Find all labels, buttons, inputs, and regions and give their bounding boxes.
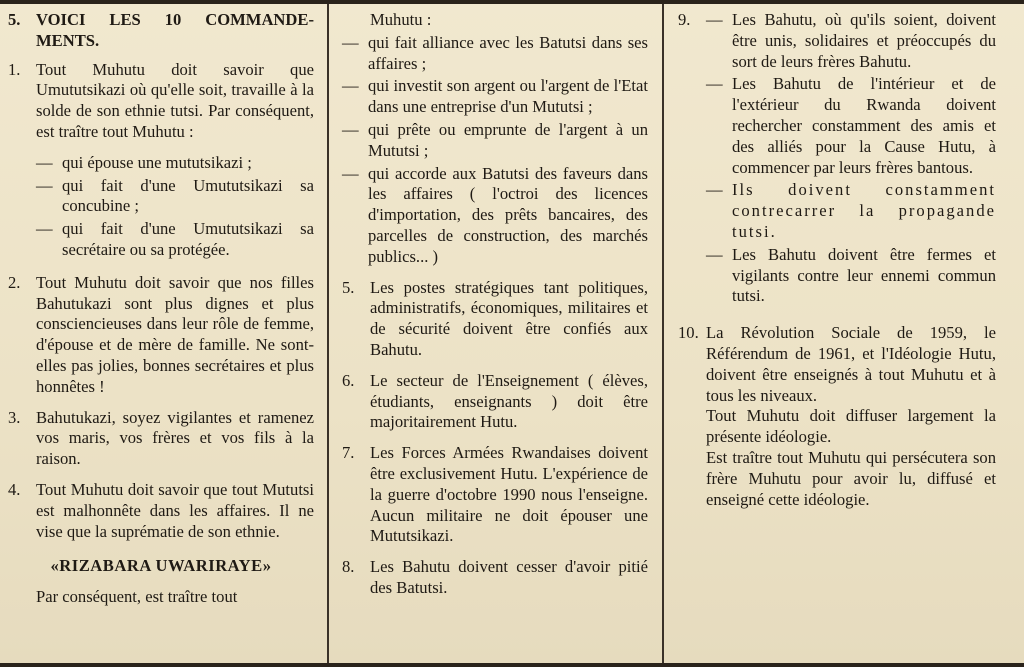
column-2 (342, 10, 648, 661)
commandment-text: Les postes stratégiques tant politiques, administratifs, économiques, militaires et de sécurité doivent être confiés aux Bahutu. (370, 277, 648, 359)
dash-text: Les Bahutu de l'intérieur et de l'extérieur du Rwanda doivent rechercher constamment des amis et des alliés pour la Cause Hutu, à commencer par leurs frères bantous. (732, 74, 996, 177)
dash-mark: — (706, 74, 723, 94)
commandment-2 (8, 273, 314, 398)
commandment-number: 1. (8, 59, 21, 79)
dash-item (36, 153, 314, 174)
column-divider-2 (662, 4, 664, 663)
column-divider-1 (327, 4, 329, 663)
commandment-text: Tout Muhutu doit savoir que nos filles Bahutukazi sont plus dignes et plus consciencieuses dans leur rôle de femme, d'épouse et de mère de famille. Ne sont-elles pas jolies, bonnes secrétaires et plus honnêtes ! (36, 272, 314, 396)
dash-item (706, 10, 996, 72)
dash-item (706, 245, 996, 307)
commandment-number: 8. (342, 557, 355, 577)
heading-number: 5. (8, 10, 21, 29)
dash-mark: — (706, 10, 723, 29)
commandment-number: 2. (8, 272, 21, 292)
commandment-text: Les Forces Armées Rwandaises doivent être exclusivement Hutu. L'expérience de la guerre d'octobre 1990 nous l'enseigne. Aucun militaire ne doit épouser une Mututsikazi. (370, 443, 648, 546)
dash-mark: — (706, 244, 723, 264)
commandment-4 (8, 480, 314, 542)
commandment-text: Les Bahutu doivent cesser d'avoir pitié des Batutsi. (370, 557, 648, 597)
bottom-rule (0, 663, 1024, 667)
heading-text: VOICI LES 10 COMMANDE-MENTS. (36, 10, 314, 50)
commandment-text-3: Est traître tout Muhutu qui persécutera son frère Muhutu pour avoir lu, diffusé et enseigné cette idéologie. (706, 447, 996, 509)
commandment-number: 10. (678, 323, 699, 343)
dash-text: Les Bahutu doivent être fermes et vigilants contre leur ennemi commun tutsi. (732, 244, 996, 306)
commandment-text: Tout Muhutu doit savoir que Umututsikazi où qu'elle soit, travaille à la solde de son ethnie tutsi. Par conséquent, est traître tout Muhutu : (36, 59, 314, 141)
dash-mark: — (342, 163, 359, 183)
continued-text: Muhutu : (370, 10, 432, 29)
dash-item (342, 164, 648, 268)
dash-item (342, 120, 648, 162)
dash-item (342, 33, 648, 75)
dash-text: qui fait d'une Umututsikazi sa secrétaire ou sa protégée. (62, 219, 314, 259)
column-3 (678, 10, 996, 661)
top-rule (0, 0, 1024, 4)
commandment-10 (678, 323, 996, 510)
commandment-text: Le secteur de l'Enseignement ( élèves, étudiants, enseignants ) doit être majoritairement Hutu. (370, 370, 648, 432)
commandment-6 (342, 371, 648, 433)
dash-item (706, 180, 996, 242)
commandment-number: 9. (678, 10, 691, 29)
dash-text: qui épouse une mututsikazi ; (62, 152, 252, 172)
dash-mark: — (342, 76, 359, 96)
dash-text: qui fait alliance avec les Batutsi dans ses affaires ; (368, 32, 648, 73)
dash-mark: — (342, 119, 359, 139)
commandment-text: Tout Muhutu doit savoir que tout Mututsi est malhonnête dans les affaires. Il ne vise que la suprématie de son ethnie. (36, 479, 314, 541)
commandment-9 (678, 10, 996, 309)
commandment-number: 3. (8, 407, 21, 427)
commandment-7 (342, 443, 648, 547)
dash-mark: — (36, 152, 53, 172)
closing-text: Par conséquent, est traître tout (36, 587, 238, 607)
commandment-text: Bahutukazi, soyez vigilantes et ramenez vos maris, vos frères et vos fils à la raison. (36, 407, 314, 469)
dash-mark: — (706, 180, 723, 200)
dash-text: qui prête ou emprunte de l'argent à un Mututsi ; (368, 119, 648, 160)
dash-item (36, 176, 314, 218)
commandment-1 (8, 60, 314, 263)
dash-text: qui accorde aux Batutsi des faveurs dans les affaires ( l'octroi des licences d'importation, des prêts bancaires, des parcelles de construction, des marchés publics... ) (368, 163, 648, 266)
dash-item (36, 219, 314, 261)
dash-item (342, 76, 648, 118)
commandment-text: La Révolution Sociale de 1959, le Référendum de 1961, et l'Idéologie Hutu, doivent être enseignés à tout Muhutu et à tous les niveaux. (706, 323, 996, 405)
commandment-number: 6. (342, 370, 355, 390)
subtitle: «RIZABARA UWARIRAYE» (50, 556, 272, 576)
dash-text: Ils doivent constamment contrecarrer la propagande tutsi. (732, 180, 996, 241)
dash-text: qui investit son argent ou l'argent de l'Etat dans une entreprise d'un Mututsi ; (368, 76, 648, 117)
section-heading (8, 10, 314, 52)
commandment-number: 4. (8, 479, 21, 499)
dash-item (706, 74, 996, 178)
dash-mark: — (36, 175, 53, 195)
dash-text: qui fait d'une Umututsikazi sa concubine ; (62, 175, 314, 216)
dash-mark: — (36, 219, 53, 239)
dash-text: Les Bahutu, où qu'ils soient, doivent être unis, solidaires et préoccupés du sort de leurs frères Bahutu. (732, 10, 996, 71)
commandment-3 (8, 408, 314, 470)
column-1 (8, 10, 314, 661)
commandment-number: 7. (342, 443, 355, 463)
commandment-number: 5. (342, 277, 355, 297)
commandment-8 (342, 557, 648, 599)
commandment-text-2: Tout Muhutu doit diffuser largement la présente idéologie. (706, 406, 996, 447)
dash-mark: — (342, 32, 359, 52)
commandment-5 (342, 278, 648, 361)
